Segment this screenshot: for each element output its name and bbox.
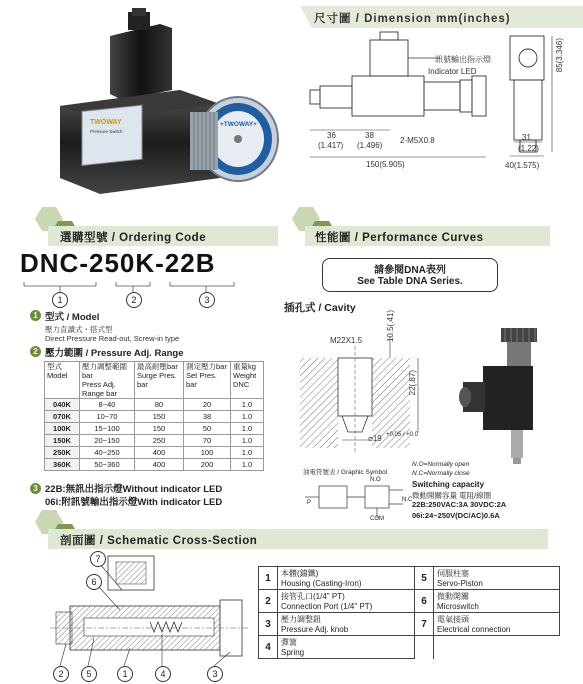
table-row: 360K 50~360 400 200 1.0: [45, 459, 264, 471]
photo-brand-text: TWOWAY: [90, 119, 122, 126]
cavity-title: 插孔式 / Cavity: [284, 302, 356, 314]
callout-6: 6: [86, 574, 102, 590]
cavity-m22: M22X1.5: [330, 336, 363, 345]
symbol-nc: N.C: [402, 497, 413, 503]
range-header-cell: 型式 Model: [45, 362, 80, 399]
indicator-cn-label: 訊號輸出指示燈: [435, 55, 491, 64]
table-row: 040K 8~40 80 20 1.0: [45, 399, 264, 411]
table-row: 100K 15~100 150 50 1.0: [45, 423, 264, 435]
table-row: 4 彈簧 Spring: [259, 636, 560, 659]
cable-switch-photo: [455, 320, 565, 470]
callout-3: 3: [207, 666, 223, 682]
switching-title: Switching capacity: [412, 480, 485, 489]
no-note: N.O=Normally open: [412, 461, 470, 468]
dim-total: 150(5.905): [366, 160, 405, 169]
marker-1: 1: [52, 292, 68, 308]
switching-cn: 微動開關容量 電阻/線圈: [412, 491, 492, 500]
table-row: 250K 40~250 400 100 1.0: [45, 447, 264, 459]
cavity-tolerance: +0.05 / +0.0: [386, 432, 419, 438]
range-header-cell: 最高耐壓bar Surge Pres. bar: [135, 362, 184, 399]
range-header-cell: 壓力調整範圍bar Press Adj. Range bar: [80, 362, 135, 399]
table-row: 070K 10~70 150 38 1.0: [45, 411, 264, 423]
cavity-22: 22(.87): [408, 370, 417, 396]
range-header-row: [45, 362, 264, 399]
table-row: 2 接管孔口(1/4" PT) Connection Port (1/4" PT) 6 微動開關 Microswitch: [259, 590, 560, 613]
cavity-10-5: 10.5(.41): [386, 310, 395, 343]
dim-38: 38: [365, 131, 374, 140]
dna-reference-box: [322, 258, 498, 292]
item2-title: 壓力範圍 / Pressure Adj. Range: [45, 348, 184, 359]
callout-5: 5: [81, 666, 97, 682]
dim-40: 40(1.575): [505, 161, 540, 170]
cross-section-title-band: [48, 529, 548, 549]
symbol-p: P: [307, 500, 312, 506]
item2-bullet: 2: [30, 346, 41, 357]
cavity-drawing: [290, 322, 460, 472]
item1-en: Direct Pressure Read-out, Screw-in type: [45, 334, 180, 343]
dim-38-in: (1.496): [357, 141, 383, 150]
indicator-en-label: Indicator LED: [428, 67, 477, 76]
symbol-no: N.O: [370, 477, 381, 483]
dim-31-in: (1.22): [518, 144, 539, 153]
dim-height: 85(3.346): [555, 38, 564, 73]
photo-sub-text: Pressure Switch: [90, 129, 123, 134]
table-row: 150K 20~150 250 70 1.0: [45, 435, 264, 447]
knob-brand-text: +TWOWAY+: [220, 121, 257, 128]
graphic-symbol: [305, 476, 415, 522]
table-row: 3 壓力調整鈕 Pressure Adj. knob 7 電氣接頭 Electrical connection: [259, 613, 560, 636]
item3-bullet: 3: [30, 483, 41, 494]
dna-en: See Table DNA Series.: [357, 276, 463, 287]
item3-line2: 06i:附訊號輸出指示燈With indicator LED: [45, 497, 223, 508]
switching-line2: 06i:24~250V(DC/AC)0.6A: [412, 511, 500, 520]
symbol-label: 油電符號表 / Graphic Symbol: [303, 469, 388, 476]
dimension-title: 尺寸圖 / Dimension mm(inches): [314, 13, 511, 25]
marker-3: 3: [199, 292, 215, 308]
ordering-title: 選購型號 / Ordering Code: [60, 232, 207, 244]
cross-section-title: 剖面圖 / Schematic Cross-Section: [60, 535, 258, 547]
dim-31: 31: [522, 133, 531, 142]
callout-1: 1: [117, 666, 133, 682]
nc-note: N.C=Normally close: [412, 470, 470, 477]
model-code: DNC-250K-22B: [20, 248, 216, 278]
symbol-com: COM: [370, 516, 384, 522]
dim-36: 36: [327, 131, 336, 140]
item1-cn: 壓力直讀式・搭式型: [45, 325, 113, 334]
ordering-title-band: [48, 226, 278, 246]
switching-line1: 22B:250VAC:3A 30VDC:2A: [412, 500, 507, 509]
dim-thread: 2-M5X0.8: [400, 136, 435, 145]
callout-2: 2: [53, 666, 69, 682]
pressure-range-table: [44, 361, 264, 471]
callout-4: 4: [155, 666, 171, 682]
marker-2: 2: [126, 292, 142, 308]
range-header-cell: 測定壓力bar Set Pres. bar: [184, 362, 231, 399]
item1-title: 型式 / Model: [45, 312, 100, 323]
performance-title-band: [305, 226, 550, 246]
cavity-phi19: ⌀19: [368, 434, 382, 443]
dna-cn: 請參閱DNA表列: [374, 265, 446, 276]
cross-section-drawing: [50, 550, 250, 680]
parts-table: [258, 566, 560, 659]
dim-36-in: (1.417): [318, 141, 344, 150]
item3-line1: 22B:無訊出指示燈Without indicator LED: [45, 484, 223, 495]
range-header-cell: 重量kg Weight DNC: [231, 362, 264, 399]
callout-7: 7: [90, 551, 106, 567]
product-photo: [20, 8, 290, 198]
dimension-header-band: [300, 6, 583, 28]
item1-bullet: 1: [30, 310, 41, 321]
table-row: 1 本體(鑄鐵) Housing (Casting-Iron) 5 伺服柱塞 Servo-Piston: [259, 567, 560, 590]
dimension-drawing: [300, 30, 583, 180]
performance-title: 性能圖 / Performance Curves: [315, 232, 484, 244]
